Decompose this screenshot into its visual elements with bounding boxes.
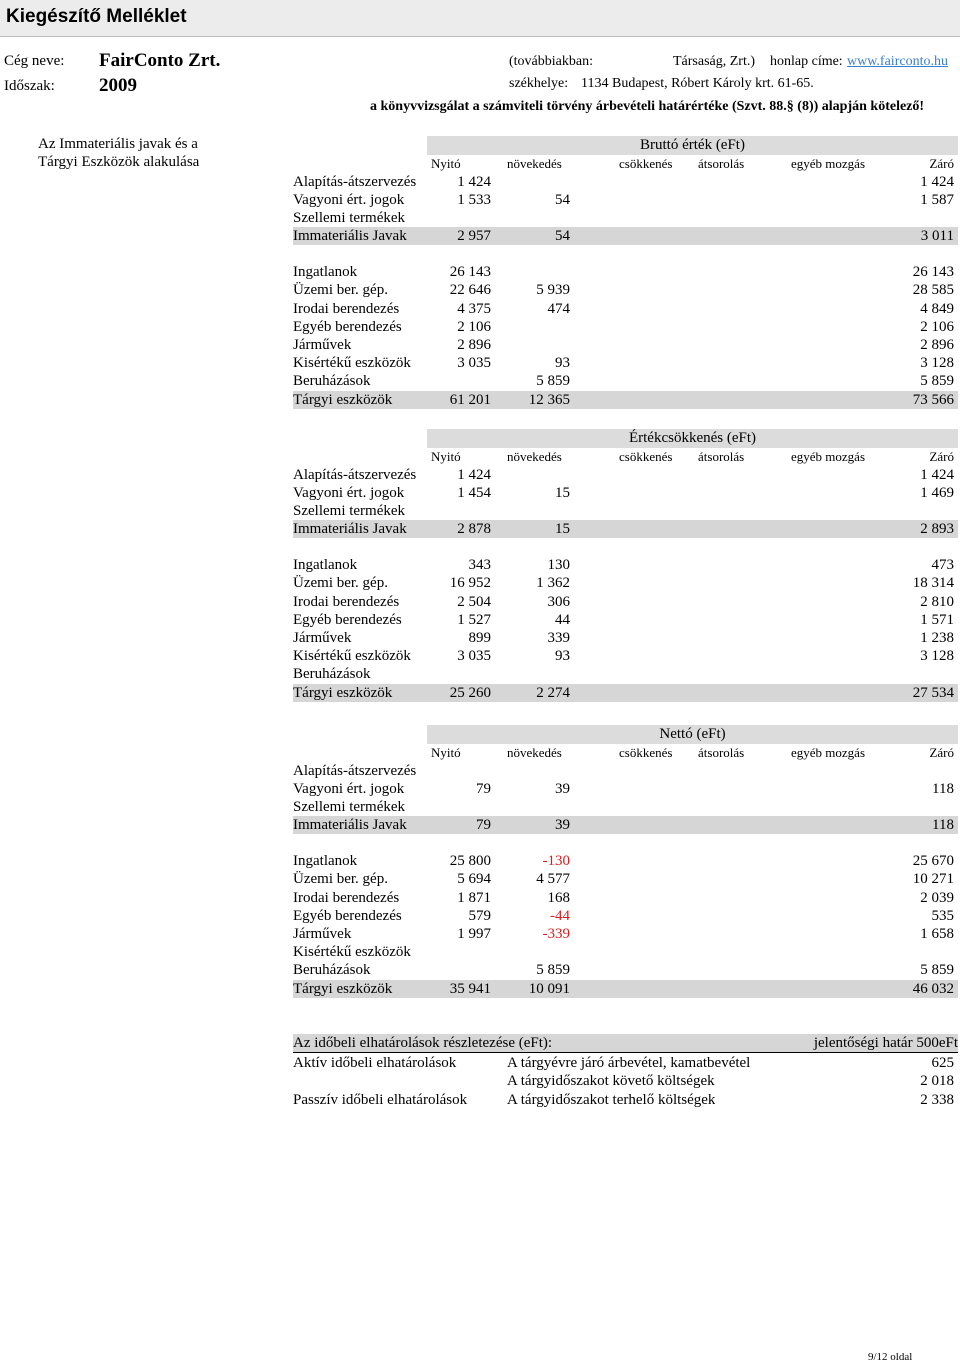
row-label: Üzemi ber. gép. (293, 575, 388, 591)
row-label: Tárgyi eszközök (293, 392, 393, 408)
total-row (293, 684, 958, 702)
closing-value: 46 032 (912, 981, 954, 997)
company-name-label: Cég neve: (4, 53, 65, 69)
table-row (293, 762, 958, 780)
increase-value: 4 577 (536, 871, 570, 887)
row-label: Immateriális Javak (293, 817, 407, 833)
opening-value: 1 527 (457, 612, 491, 628)
row-label: Alapítás-átszervezés (293, 174, 417, 190)
accrual-description: A tárgyidőszakot követő költségek (507, 1073, 715, 1089)
closing-value: 535 (931, 908, 954, 924)
table-row (293, 593, 958, 611)
row-label: Immateriális Javak (293, 521, 407, 537)
accrual-row (293, 1054, 958, 1072)
row-label: Üzemi ber. gép. (293, 282, 388, 298)
opening-value: 579 (468, 908, 491, 924)
table-row (293, 556, 958, 574)
row-label: Ingatlanok (293, 557, 358, 573)
opening-value: 1 454 (457, 485, 491, 501)
closing-value: 2 896 (920, 337, 954, 353)
closing-value: 10 271 (912, 871, 954, 887)
increase-value: 44 (555, 612, 570, 628)
column-header: átsorolás (698, 449, 745, 464)
table-row (293, 629, 958, 647)
row-label: Irodai berendezés (293, 301, 400, 317)
table-row (293, 852, 958, 870)
document-title-bar (0, 0, 960, 37)
table-row (293, 611, 958, 629)
row-label: Ingatlanok (293, 264, 358, 280)
document-title: Kiegészítő Melléklet (6, 6, 187, 27)
column-header: növekedés (507, 745, 562, 760)
opening-value: 35 941 (449, 981, 491, 997)
closing-value: 4 849 (920, 301, 954, 317)
increase-value: 5 859 (536, 962, 570, 978)
table-row (293, 925, 958, 943)
table-row (293, 907, 958, 925)
row-label: Kisértékű eszközök (293, 355, 411, 371)
increase-value: 15 (555, 485, 570, 501)
closing-value: 1 424 (920, 467, 954, 483)
accruals-heading: Az időbeli elhatárolások részletezése (eFt): (293, 1035, 553, 1051)
opening-value: 2 878 (457, 521, 491, 537)
column-header: egyéb mozgás (791, 156, 866, 171)
audit-note: a könyvvizsgálat a számviteli törvény árbevételi határértéke (Szvt. 88.§ (8)) alapján kötelező! (370, 99, 925, 114)
opening-value: 25 800 (449, 853, 491, 869)
column-header: Záró (929, 449, 954, 464)
table-row (293, 281, 958, 299)
increase-value: 54 (555, 192, 570, 208)
column-header: csökkenés (619, 745, 673, 760)
closing-value: 27 534 (912, 685, 954, 701)
row-label: Üzemi ber. gép. (293, 871, 388, 887)
row-label: Szellemi termékek (293, 210, 406, 226)
opening-value: 61 201 (449, 392, 491, 408)
closing-value: 1 238 (920, 630, 954, 646)
column-header: növekedés (507, 156, 562, 171)
table-row (293, 484, 958, 502)
column-header: csökkenés (619, 156, 673, 171)
row-label: Irodai berendezés (293, 890, 400, 906)
increase-value: 339 (547, 630, 570, 646)
opening-value: 1 871 (457, 890, 491, 906)
closing-value: 1 658 (920, 926, 954, 942)
table-row (293, 889, 958, 907)
closing-value: 2 893 (920, 521, 954, 537)
table-row (293, 318, 958, 336)
closing-value: 5 859 (920, 373, 954, 389)
period-value: 2009 (99, 75, 137, 96)
opening-value: 3 035 (457, 355, 491, 371)
section-label-line2: Tárgyi Eszközök alakulása (38, 154, 200, 170)
row-label: Kisértékű eszközök (293, 648, 411, 664)
closing-value: 3 011 (920, 228, 954, 244)
accrual-row (293, 1091, 958, 1109)
table-row (293, 336, 958, 354)
total-row (293, 391, 958, 409)
closing-value: 118 (932, 781, 954, 797)
row-label: Tárgyi eszközök (293, 981, 393, 997)
column-header: Nyitó (431, 449, 461, 464)
opening-value: 25 260 (449, 685, 491, 701)
block-heading: Bruttó érték (eFt) (427, 136, 958, 155)
opening-value: 22 646 (449, 282, 491, 298)
seat-value: 1134 Budapest, Róbert Károly krt. 61-65. (581, 76, 814, 91)
opening-value: 2 896 (457, 337, 491, 353)
opening-value: 1 424 (457, 467, 491, 483)
increase-value: 93 (555, 648, 570, 664)
increase-value: 474 (547, 301, 570, 317)
column-header: Záró (929, 745, 954, 760)
table-row (293, 943, 958, 961)
hereinafter-value: Társaság, Zrt.) (673, 54, 756, 69)
column-header: növekedés (507, 449, 562, 464)
row-label: Ingatlanok (293, 853, 358, 869)
opening-value: 4 375 (457, 301, 491, 317)
opening-value: 26 143 (449, 264, 491, 280)
accrual-value: 625 (931, 1055, 954, 1071)
increase-value: 168 (547, 890, 570, 906)
table-row (293, 372, 958, 390)
total-row (293, 227, 958, 245)
row-label: Egyéb berendezés (293, 319, 402, 335)
table-row (293, 780, 958, 798)
row-label: Szellemi termékek (293, 799, 406, 815)
table-row (293, 502, 958, 520)
row-label: Vagyoni ért. jogok (293, 485, 405, 501)
column-header: egyéb mozgás (791, 745, 866, 760)
accruals-threshold: jelentőségi határ 500eFt (813, 1035, 958, 1051)
row-label: Vagyoni ért. jogok (293, 192, 405, 208)
opening-value: 2 106 (457, 319, 491, 335)
increase-value: -44 (550, 908, 570, 924)
closing-value: 5 859 (920, 962, 954, 978)
table-row (293, 798, 958, 816)
closing-value: 3 128 (920, 355, 954, 371)
table-row (293, 466, 958, 484)
opening-value: 2 504 (457, 594, 491, 610)
opening-value: 899 (468, 630, 491, 646)
increase-value: 39 (555, 781, 570, 797)
increase-value: 39 (555, 817, 570, 833)
opening-value: 343 (468, 557, 491, 573)
table-row (293, 574, 958, 592)
row-label: Egyéb berendezés (293, 612, 402, 628)
accrual-description: A tárgyidőszakot terhelő költségek (507, 1092, 716, 1108)
accruals-heading-row (293, 1034, 958, 1053)
closing-value: 1 587 (920, 192, 954, 208)
total-row (293, 520, 958, 538)
increase-value: 2 274 (536, 685, 570, 701)
row-label: Vagyoni ért. jogok (293, 781, 405, 797)
column-header: csökkenés (619, 449, 673, 464)
block-heading: Értékcsökkenés (eFt) (427, 429, 958, 448)
closing-value: 73 566 (912, 392, 954, 408)
opening-value: 1 997 (457, 926, 491, 942)
increase-value: 306 (547, 594, 570, 610)
page-number: 9/12 oldal (868, 1351, 913, 1363)
row-label: Beruházások (293, 962, 371, 978)
table-row (293, 173, 958, 191)
homepage-link[interactable]: www.fairconto.hu (847, 54, 948, 69)
opening-value: 79 (476, 781, 491, 797)
opening-value: 79 (476, 817, 491, 833)
table-row (293, 263, 958, 281)
hereinafter-label: (továbbiakban: (509, 54, 593, 69)
table-row (293, 191, 958, 209)
accrual-description: A tárgyévre járó árbevétel, kamatbevétel (507, 1055, 751, 1071)
closing-value: 118 (932, 817, 954, 833)
table-row (293, 665, 958, 683)
row-label: Kisértékű eszközök (293, 944, 411, 960)
block-heading: Nettó (eFt) (427, 725, 958, 744)
increase-value: 10 091 (528, 981, 570, 997)
increase-value: 130 (547, 557, 570, 573)
increase-value: -130 (542, 853, 570, 869)
closing-value: 1 424 (920, 174, 954, 190)
accrual-row (293, 1072, 958, 1090)
row-label: Beruházások (293, 666, 371, 682)
increase-value: 15 (555, 521, 570, 537)
homepage-label: honlap címe: (770, 54, 843, 69)
opening-value: 1 424 (457, 174, 491, 190)
accrual-value: 2 338 (920, 1092, 954, 1108)
period-label: Időszak: (4, 78, 55, 94)
closing-value: 2 810 (920, 594, 954, 610)
column-header: Záró (929, 156, 954, 171)
section-label-line1: Az Immateriális javak és a (38, 136, 198, 152)
increase-value: -339 (542, 926, 570, 942)
closing-value: 26 143 (912, 264, 954, 280)
closing-value: 25 670 (912, 853, 954, 869)
total-row (293, 816, 958, 834)
company-name: FairConto Zrt. (99, 50, 221, 71)
closing-value: 18 314 (912, 575, 954, 591)
column-header: Nyitó (431, 745, 461, 760)
closing-value: 2 106 (920, 319, 954, 335)
table-row (293, 354, 958, 372)
row-label: Alapítás-átszervezés (293, 763, 417, 779)
row-label: Járművek (293, 926, 352, 942)
row-label: Szellemi termékek (293, 503, 406, 519)
row-label: Egyéb berendezés (293, 908, 402, 924)
column-header: átsorolás (698, 745, 745, 760)
row-label: Járművek (293, 337, 352, 353)
opening-value: 5 694 (457, 871, 491, 887)
total-row (293, 980, 958, 998)
closing-value: 1 469 (920, 485, 954, 501)
row-label: Alapítás-átszervezés (293, 467, 417, 483)
opening-value: 3 035 (457, 648, 491, 664)
table-row (293, 300, 958, 318)
table-row (293, 647, 958, 665)
opening-value: 2 957 (457, 228, 491, 244)
row-label: Tárgyi eszközök (293, 685, 393, 701)
table-row (293, 209, 958, 227)
table-row (293, 961, 958, 979)
closing-value: 473 (931, 557, 954, 573)
row-label: Irodai berendezés (293, 594, 400, 610)
column-header: egyéb mozgás (791, 449, 866, 464)
table-row (293, 870, 958, 888)
increase-value: 1 362 (536, 575, 570, 591)
accrual-value: 2 018 (920, 1073, 954, 1089)
row-label: Járművek (293, 630, 352, 646)
increase-value: 12 365 (528, 392, 570, 408)
seat-label: székhelye: (509, 76, 569, 91)
increase-value: 5 859 (536, 373, 570, 389)
row-label: Beruházások (293, 373, 371, 389)
closing-value: 1 571 (920, 612, 954, 628)
column-header: átsorolás (698, 156, 745, 171)
row-label: Immateriális Javak (293, 228, 407, 244)
closing-value: 3 128 (920, 648, 954, 664)
accrual-type: Aktív időbeli elhatárolások (293, 1055, 457, 1071)
accrual-type: Passzív időbeli elhatárolások (293, 1092, 468, 1108)
column-header: Nyitó (431, 156, 461, 171)
opening-value: 16 952 (449, 575, 491, 591)
closing-value: 28 585 (912, 282, 954, 298)
opening-value: 1 533 (457, 192, 491, 208)
closing-value: 2 039 (920, 890, 954, 906)
increase-value: 93 (555, 355, 570, 371)
increase-value: 5 939 (536, 282, 570, 298)
increase-value: 54 (555, 228, 570, 244)
